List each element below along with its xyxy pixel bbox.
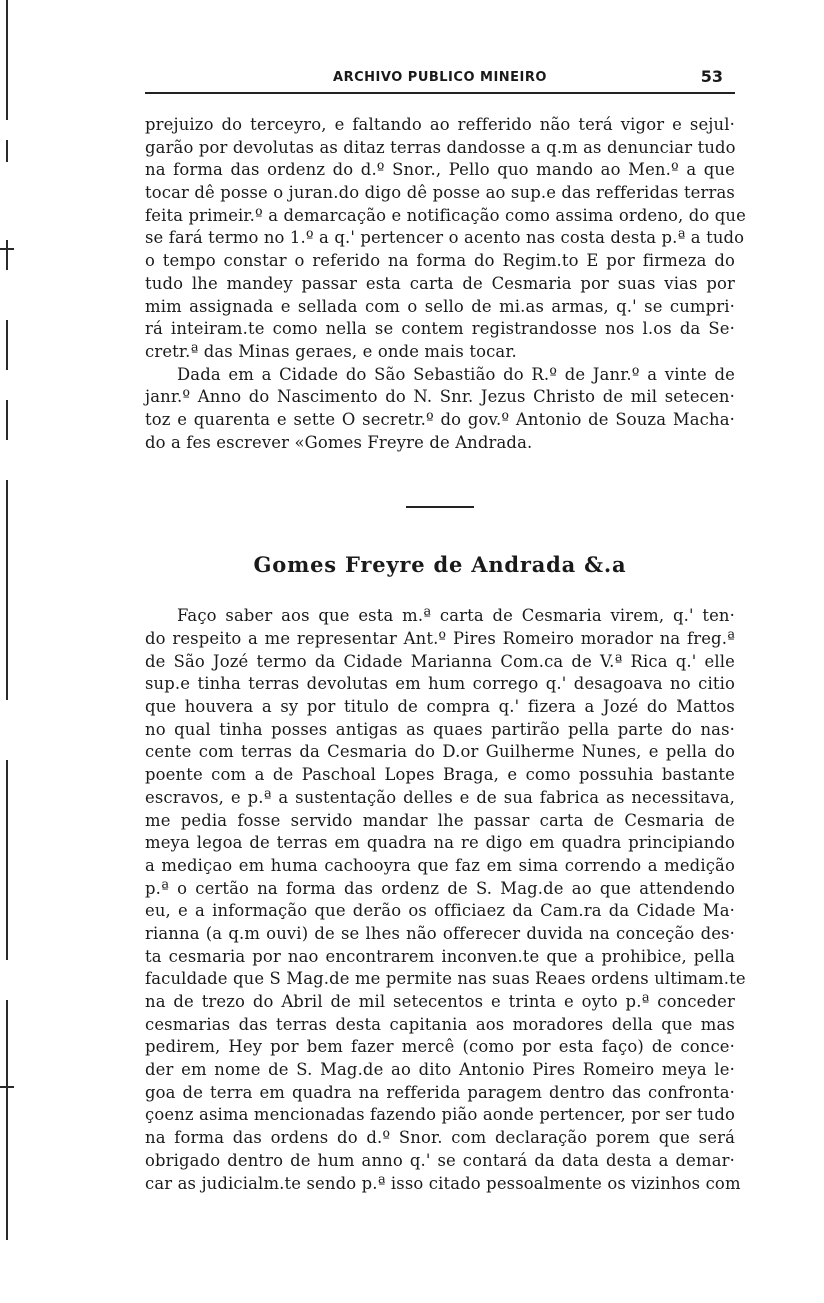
text-line: cesmarias das terras desta capitania aos moradores della que mas [145, 1014, 735, 1034]
text-line: meya legoa de terras em quadra na re digo em quadra principiando [145, 833, 735, 853]
text-line: goa de terra em quadra na refferida paragem dentro das confronta· [145, 1082, 735, 1102]
text-line: feita primeir.º a demarcação e notificação como assima ordeno, do que [145, 205, 746, 225]
text-line: de São Jozé termo da Cidade Marianna Com.ca de V.ª Rica q.' elle [145, 651, 735, 671]
text-line: cretr.ª das Minas geraes, e onde mais tocar. [145, 341, 517, 361]
scan-edge-line [6, 140, 8, 162]
document-page [145, 60, 746, 1195]
text-line: prejuizo do terceyro, e faltando ao refferido não terá vigor e sejul· [145, 115, 735, 134]
scan-edge-tick [0, 248, 14, 250]
text-line: Dada em a Cidade do São Sebastião do R.º de Janr.º a vinte de [177, 364, 735, 384]
text-line: garão por devolutas as ditaz terras dandosse a q.m as denunciar tudo [145, 137, 736, 157]
text-line: ta cesmaria por nao encontrarem inconven.te que a prohibice, pella [145, 946, 735, 966]
text-line: tocar dê posse o juran.do digo dê posse ao sup.e das refferidas terras [145, 183, 735, 203]
page-number: 53 [700, 67, 723, 86]
closing-paragraphs [145, 114, 746, 454]
text-line: eu, e a informação que derão os officiaez da Cam.ra da Cidade Ma· [145, 901, 735, 921]
running-header [145, 60, 735, 94]
scan-edge-line [6, 480, 8, 700]
section-title: Gomes Freyre de Andrada &.a [253, 552, 627, 578]
scanned-page-edge [0, 0, 14, 1303]
text-line: na forma das ordens do d.º Snor. com declaração porem que será [145, 1128, 735, 1148]
text-line: a mediçao em huma cachooyra que faz em sima correndo a medição [145, 855, 735, 875]
text-line: cente com terras da Cesmaria do D.or Guilherme Nunes, e pella do [145, 742, 735, 762]
text-line: car as judicialm.te sendo p.ª isso citado pessoalmente os vizinhos com [145, 1173, 741, 1193]
text-line: no qual tinha posses antigas as quaes partirão pella parte do nas· [145, 719, 735, 739]
text-line: se fará termo no 1.º a q.' pertencer o acento nas costa desta p.ª a tudo [145, 228, 745, 248]
text-line: do a fes escrever «Gomes Freyre de Andrada. [145, 432, 533, 452]
text-line: na forma das ordenz do d.º Snor., Pello quo mando ao Men.º a que [145, 160, 735, 180]
text-line: rianna (a q.m ouvi) de se lhes não offerecer duvida na conceção des· [145, 923, 735, 943]
text-line: Faço saber aos que esta m.ª carta de Cesmaria virem, q.' ten· [177, 606, 735, 626]
text-line: na de trezo do Abril de mil setecentos e trinta e oyto p.ª conceder [145, 992, 735, 1011]
text-line: escravos, e p.ª a sustentação delles e de sua fabrica as necessitava, [145, 787, 735, 807]
text-line: o tempo constar o referido na forma do Regim.to E por firmeza do [145, 251, 735, 271]
scan-edge-line [6, 320, 8, 370]
text-line: rá inteiram.te como nella se contem registrandosse nos l.os da Se· [145, 319, 735, 339]
scan-edge-line [6, 240, 8, 270]
scan-edge-tick [0, 1086, 14, 1088]
text-line: mim assignada e sellada com o sello de mi.as armas, q.' se cumpri· [145, 296, 735, 316]
scan-edge-line [6, 1000, 8, 1240]
text-line: poente com a de Paschoal Lopes Braga, e como possuhia bastante [145, 765, 735, 785]
text-line: que houvera a sy por titulo de compra q.' fizera a Jozé do Mattos [145, 697, 735, 717]
text-line: pedirem, Hey por bem fazer mercê (como por esta faço) de conce· [145, 1037, 735, 1057]
text-line: me pedia fosse servido mandar lhe passar carta de Cesmaria de [145, 810, 735, 830]
text-line: der em nome de S. Mag.de ao dito Antonio Pires Romeiro meya le· [145, 1060, 735, 1080]
section-separator [406, 506, 474, 508]
scan-edge-line [6, 760, 8, 960]
scan-edge-line [6, 400, 8, 440]
text-line: sup.e tinha terras devolutas em hum corrego q.' desagoava no citio [145, 674, 735, 694]
text-line: faculdade que S Mag.de me permite nas suas Reaes ordens ultimam.te [145, 969, 746, 989]
text-line: çoenz asima mencionadas fazendo pião aonde pertencer, por ser tudo [145, 1105, 736, 1125]
text-line: toz e quarenta e sette O secretr.º do gov.º Antonio de Souza Macha· [145, 409, 735, 429]
text-line: p.ª o certão na forma das ordenz de S. Mag.de ao que attendendo [145, 878, 735, 898]
text-line: obrigado dentro de hum anno q.' se contará da data desta a demar· [145, 1150, 735, 1170]
grant-paragraph [145, 605, 746, 1195]
text-line: janr.º Anno do Nascimento do N. Snr. Jezus Christo de mil setecen· [145, 387, 735, 407]
scan-edge-line [6, 0, 8, 120]
text-line: tudo lhe mandey passar esta carta de Cesmaria por suas vias por [145, 273, 735, 293]
running-head-title: ARCHIVO PUBLICO MINEIRO [333, 70, 547, 85]
text-line: do respeito a me representar Ant.º Pires Romeiro morador na freg.ª [145, 629, 735, 648]
